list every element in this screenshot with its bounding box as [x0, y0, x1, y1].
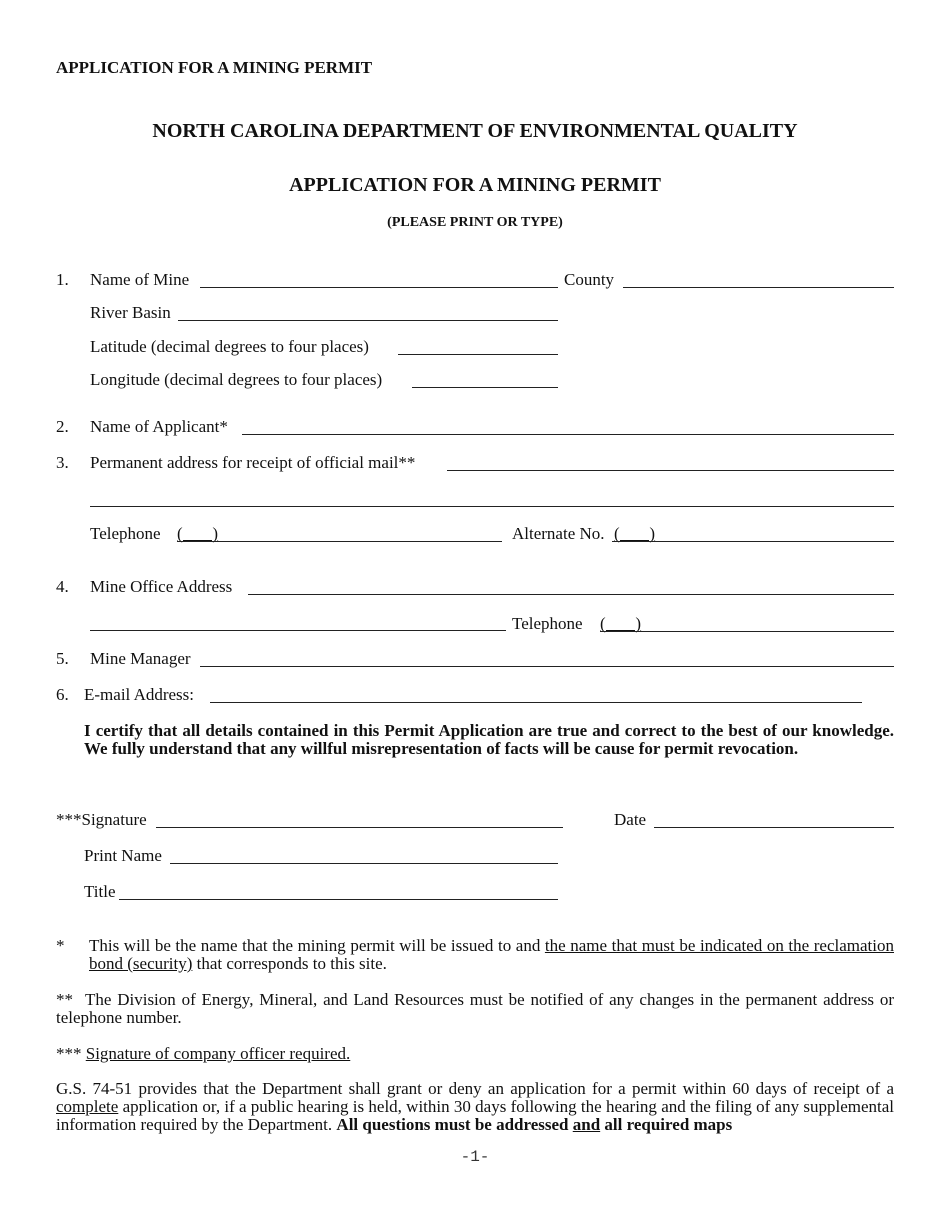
statute-bold-b: all required maps: [600, 1115, 733, 1134]
latitude-label: Latitude (decimal degrees to four places): [90, 337, 369, 356]
longitude-label: Longitude (decimal degrees to four places): [90, 370, 383, 389]
mine-office-address-label: Mine Office Address: [90, 577, 233, 596]
item-number-3: 3.: [56, 453, 69, 472]
county-label: County: [564, 270, 615, 289]
applicant-label: Name of Applicant*: [90, 417, 228, 436]
footnote-2: [56, 991, 894, 1027]
date-field[interactable]: [654, 827, 894, 828]
address-field-line-1[interactable]: [447, 470, 894, 471]
mine-manager-label: Mine Manager: [90, 649, 191, 668]
signature-label: ***Signature: [56, 810, 147, 829]
item-number-6: 6.: [56, 685, 69, 704]
address-field-line-2[interactable]: [90, 506, 894, 507]
item-number-5: 5.: [56, 649, 69, 668]
item-number-1: 1.: [56, 270, 69, 289]
page-number: -1-: [460, 1148, 490, 1166]
footnote-3-mark: ***: [56, 1044, 82, 1063]
form-title: APPLICATION FOR A MINING PERMIT: [289, 174, 661, 196]
footnote-2-text: The Division of Energy, Mineral, and Land Resources must be notified of any changes in the permanent address or telephone number.: [56, 990, 894, 1027]
footnote-1-text-a: This will be the name that the mining permit will be issued to and: [89, 936, 545, 955]
item-number-2: 2.: [56, 417, 69, 436]
statute-bold-a: All questions must be addressed: [336, 1115, 573, 1134]
signature-field[interactable]: [156, 827, 563, 828]
agency-title: NORTH CAROLINA DEPARTMENT OF ENVIRONMENTAL QUALITY: [152, 120, 798, 142]
statute-text-a: G.S. 74-51 provides that the Department shall grant or deny an application for a permit within 60 days of receipt of a: [56, 1079, 894, 1098]
county-field[interactable]: [623, 287, 894, 288]
statute-text-b: application or, if a public hearing is held, within 30 days following the hearing and the filing of any supplemental information required by the Department.: [56, 1097, 894, 1134]
telephone-field[interactable]: [177, 541, 502, 542]
latitude-field[interactable]: [398, 354, 558, 355]
certification-statement: I certify that all details contained in this Permit Application are true and correct to the best of our knowledge. We fully understand that any willful misrepresentation of facts will be cause for permit revocation.: [84, 721, 894, 758]
applicant-field[interactable]: [242, 434, 894, 435]
mine-office-address-field[interactable]: [248, 594, 894, 595]
mine-manager-field[interactable]: [200, 666, 894, 667]
footnote-3: [56, 1044, 350, 1064]
mine-name-label: Name of Mine: [90, 270, 190, 289]
title-field[interactable]: [119, 899, 558, 900]
statute-complete: complete: [56, 1097, 119, 1116]
river-basin-label: River Basin: [90, 303, 171, 322]
mine-name-field[interactable]: [200, 287, 558, 288]
footnote-1-text: [89, 937, 894, 973]
footnote-1-mark: *: [56, 936, 65, 955]
alternate-area-code: ( ): [614, 524, 656, 543]
footnote-2-mark: **: [56, 990, 73, 1009]
print-instruction: (PLEASE PRINT OR TYPE): [387, 215, 563, 230]
office-telephone-area-code: ( ): [600, 614, 642, 633]
address-label: Permanent address for receipt of official mail**: [90, 453, 416, 472]
footnote-3-text: Signature of company officer required.: [85, 1044, 351, 1063]
title-label: Title: [84, 882, 116, 901]
office-telephone-field[interactable]: [600, 631, 894, 632]
alternate-number-field[interactable]: [612, 541, 894, 542]
footnote-1-underlined: the name that must be indicated on the reclamation bond (security): [89, 936, 894, 973]
email-label: E-mail Address:: [84, 685, 195, 704]
email-field[interactable]: [210, 702, 862, 703]
alternate-number-label: Alternate No.: [512, 524, 605, 543]
statute-bold-and: and: [572, 1115, 601, 1134]
print-name-field[interactable]: [170, 863, 558, 864]
footnote-1-text-b: that corresponds to this site.: [192, 954, 387, 973]
river-basin-field[interactable]: [178, 320, 558, 321]
mine-office-address-field-line-2[interactable]: [90, 630, 506, 631]
statute-paragraph: [56, 1080, 894, 1134]
telephone-area-code: ( ): [177, 524, 219, 543]
print-name-label: Print Name: [84, 846, 162, 865]
telephone-label: Telephone: [90, 524, 161, 543]
date-label: Date: [614, 810, 647, 829]
item-number-4: 4.: [56, 577, 69, 596]
longitude-field[interactable]: [412, 387, 558, 388]
running-title: APPLICATION FOR A MINING PERMIT: [56, 58, 373, 77]
office-telephone-label: Telephone: [512, 614, 583, 633]
